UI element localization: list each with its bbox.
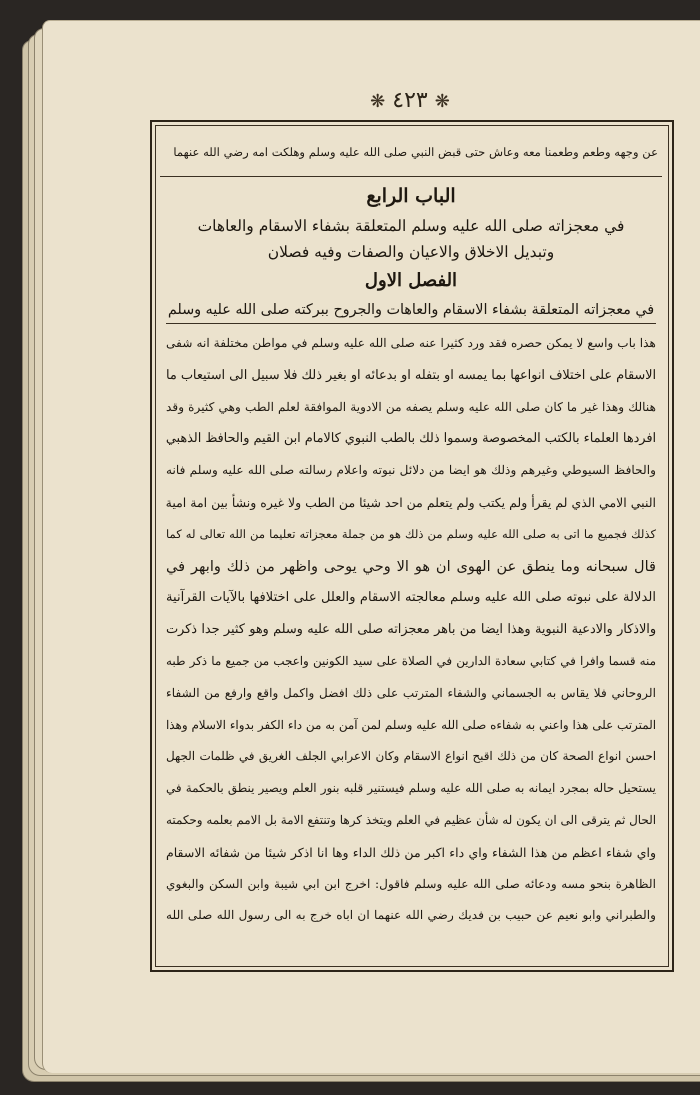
carryover-line: عن وجهه وطعم وطعمنا معه وعاش حتى قبض النبي صلى الله عليه وسلم وهلكت امه رضي الله عنهما xyxy=(160,128,662,177)
body-line: الحال ثم يترقى الى ان يكون له شأن عظيم في العلم ويتخذ كرها وتنتفع الامة بل الامم بعلمه وحكمته xyxy=(166,812,656,827)
page-content xyxy=(160,128,662,960)
body-line: الظاهرة بنحو مسه ودعائه صلى الله عليه وسلم فاقول: اخرج ابن ابي شيبة وابن السكن والبغوي xyxy=(166,876,656,891)
body-line: المترتب على هذا واعني به شفاءه صلى الله عليه وسلم لمن آمن به من داء الكفر بدواء الاسلام وهذا xyxy=(166,717,656,732)
ornament-right: ❋ xyxy=(434,91,450,112)
chapter-subtitle-2: وتبديل الاخلاق والاعيان والصفات وفيه فصلان xyxy=(267,243,555,261)
body-line: احسن انواع الصحة كان من ذلك اقبح انواع الاسقام وكان الاعرابي الجلف الغريق في ظلمات الجهل xyxy=(166,749,656,764)
body-line: الدلالة على نبوته صلى الله عليه وسلم معالجته الاسقام والعلل على اختلافها بالآيات القرآنية xyxy=(166,590,656,606)
body-line: منه قسما وافرا في كتابي سعادة الدارين في الصلاة على سيد الكونين واعجب من جميع ما ذكر طبه xyxy=(166,653,656,668)
body-line: الاسقام على اختلاف انواعها بما يمسه او بتفله او بدعائه او بغير ذلك فلا سبيل الى استيعاب ما xyxy=(166,367,656,383)
body-line: والاذكار والادعية النبوية وهذا ايضا من باهر معجزاته صلى الله عليه وسلم وهو كثير جدا ذكرت xyxy=(166,622,656,638)
body-line: واي شفاء اعظم من هذا الشفاء واي داء اكبر من ذلك الداء وها انا اذكر شيئا من شفائه الاسقام xyxy=(166,844,656,860)
body-line: افردها العلماء بالكتب المخصوصة وسموا ذلك بالطب النبوي كالامام ابن القيم والحافظ الذهبي xyxy=(165,431,656,447)
body-line: هذا باب واسع لا يمكن حصره فقد ورد كثيرا عنه صلى الله عليه وسلم في مواطن مختلفة انه شفى xyxy=(166,336,656,350)
page-number-header xyxy=(0,88,700,113)
body-line: والحافظ السيوطي وغيرهم وذلك هو ايضا من دلائل نبوته واعلام رسالته صلى الله عليه وسلم فانه xyxy=(166,463,656,478)
body-line: كذلك فجميع ما اتى به صلى الله عليه وسلم من ذلك هو من جملة معجزاته تعليما من الله تعالى له كما xyxy=(166,526,656,541)
chapter-subtitle-1: في معجزاته صلى الله عليه وسلم المتعلقة بشفاء الاسقام والعاهات xyxy=(197,217,625,235)
body-line: النبي الامي الذي لم يقرأ ولم يكتب ولم يتعلم من احد شيئا من الطب ولا غيره ونشأ بين امة امية xyxy=(165,494,656,510)
section-title: الفصل الاول xyxy=(364,270,458,291)
body-line: هنالك وهذا غير ما كان صلى الله عليه وسلم يصفه من الادوية الموافقة لعلم الطب وهي كثيرة وقد xyxy=(166,399,656,414)
ornament-left: ❋ xyxy=(370,91,386,112)
body-line: قال سبحانه وما ينطق عن الهوى ان هو الا وحي يوحى واظهر من ذلك وابهر في xyxy=(166,557,656,575)
body-text xyxy=(160,324,662,932)
body-line: الروحاني فلا يقاس به الجسماني والشفاء المترتب على ذلك افضل واكمل واقع وارفع من الشفاء xyxy=(166,685,656,700)
body-line: والطبراني وابو نعيم عن حبيب بن فديك رضي الله عنهما ان اباه خرج به الى رسول الله صلى الله xyxy=(166,908,656,923)
page-number: ٤٢٣ xyxy=(392,88,428,113)
body-line: يستحيل حاله بمجرد ايمانه به صلى الله عليه وسلم فيستنير قلبه بنور العلم ويصير ينطق بالحكمة في xyxy=(166,781,656,796)
section-subtitle: في معجزاته المتعلقة بشفاء الاسقام والعاهات والجروح ببركته صلى الله عليه وسلم xyxy=(167,302,655,318)
chapter-title: الباب الرابع xyxy=(366,185,456,207)
